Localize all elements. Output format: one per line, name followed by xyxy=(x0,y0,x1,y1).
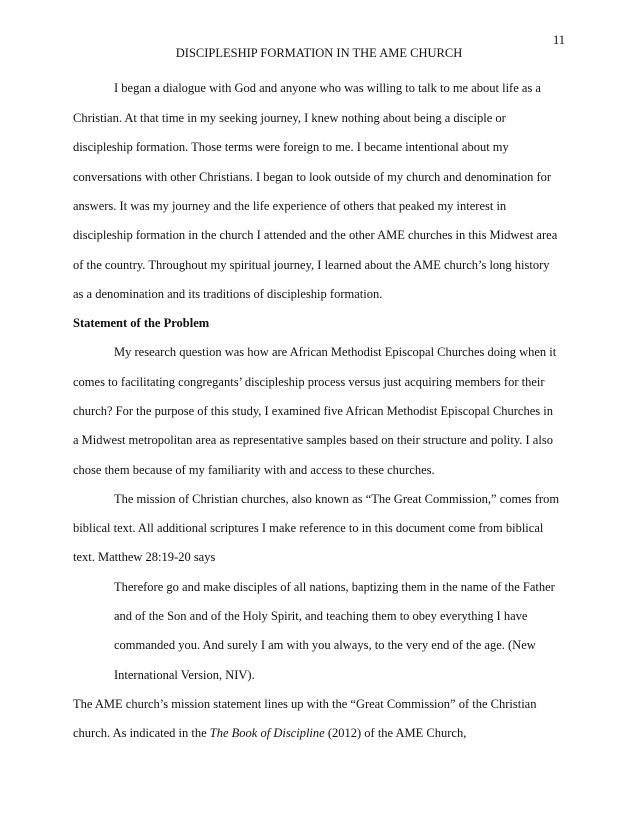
paragraph-line: discipleship formation in the church I attended and the other AME churches in this Midwest area xyxy=(73,228,558,242)
paragraph-line: Christian. At that time in my seeking journey, I knew nothing about being a disciple or xyxy=(73,111,506,125)
paragraph-line: discipleship formation. Those terms were foreign to me. I became intentional about my xyxy=(73,140,509,154)
paragraph-line: as a denomination and its traditions of discipleship formation. xyxy=(73,287,383,301)
paragraph-line: church? For the purpose of this study, I examined five African Methodist Episcopal Churches in xyxy=(73,404,553,418)
paragraph-line: biblical text. All additional scriptures I make reference to in this document come from biblical xyxy=(73,521,544,535)
book-title: The Book of Discipline xyxy=(209,726,325,740)
paragraph-line: comes to facilitating congregants’ discipleship process versus just acquiring members for their xyxy=(73,375,545,389)
paragraph-line: The mission of Christian churches, also known as “The Great Commission,” comes from xyxy=(114,492,560,506)
paragraph-line: answers. It was my journey and the life experience of others that peaked my interest in xyxy=(73,199,507,213)
text-span: church. As indicated in the xyxy=(73,726,210,740)
paragraph-line: The AME church’s mission statement lines up with the “Great Commission” of the Christian xyxy=(73,697,537,711)
paragraph-line: of the country. Throughout my spiritual journey, I learned about the AME church’s long history xyxy=(73,258,550,272)
section-heading: Statement of the Problem xyxy=(73,316,210,330)
text-span: (2012) of the AME Church, xyxy=(324,726,467,740)
running-head: DISCIPLESHIP FORMATION IN THE AME CHURCH xyxy=(175,46,463,60)
block-quote-line: and of the Son and of the Holy Spirit, and teaching them to obey everything I have xyxy=(114,609,528,623)
paragraph-line: chose them because of my familiarity with and access to these churches. xyxy=(73,463,435,477)
paragraph-line xyxy=(73,726,466,740)
page-number: 11 xyxy=(552,33,565,47)
paragraph-line: text. Matthew 28:19-20 says xyxy=(73,550,216,564)
paragraph-line: conversations with other Christians. I began to look outside of my church and denomination for xyxy=(73,170,552,184)
paragraph-line: a Midwest metropolitan area as representative samples based on their structure and polity. I also xyxy=(73,433,553,447)
block-quote-line: International Version, NIV). xyxy=(114,668,255,682)
block-quote-line: commanded you. And surely I am with you always, to the very end of the age. (New xyxy=(114,638,536,652)
block-quote-line: Therefore go and make disciples of all nations, baptizing them in the name of the Father xyxy=(114,580,555,594)
paragraph-line: My research question was how are African Methodist Episcopal Churches doing when it xyxy=(114,345,557,359)
paragraph-line: I began a dialogue with God and anyone who was willing to talk to me about life as a xyxy=(114,81,541,95)
